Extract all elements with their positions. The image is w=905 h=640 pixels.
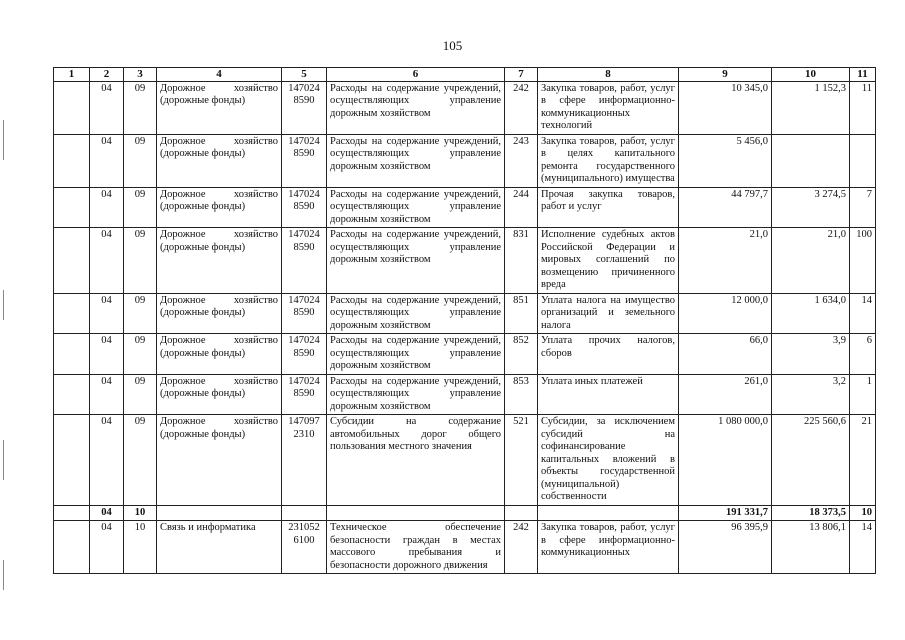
target-article-name-cell (327, 505, 505, 521)
subsection-code-cell: 09 (124, 187, 157, 228)
subsection-name-cell: Дорожное хозяйство (дорожные фонды) (157, 228, 282, 294)
section-code-cell: 04 (90, 134, 124, 187)
subsection-code-cell: 09 (124, 134, 157, 187)
section-cell (54, 521, 90, 574)
target-article-cell: 231052 6100 (282, 521, 327, 574)
target-article-name-cell: Расходы на содержание учреждений, осуществляющих управление дорожным хозяйством (327, 134, 505, 187)
column-header: 2 (90, 68, 124, 82)
table-row (54, 374, 876, 415)
planned-amount-cell: 96 395,9 (679, 521, 772, 574)
execution-percent-cell: 14 (850, 293, 876, 334)
target-article-cell (282, 505, 327, 521)
target-article-name-cell: Расходы на содержание учреждений, осуществляющих управление дорожным хозяйством (327, 228, 505, 294)
section-cell (54, 415, 90, 506)
target-article-name-cell: Субсидии на содержание автомобильных дорог общего пользования местного значения (327, 415, 505, 506)
section-cell (54, 228, 90, 294)
section-code-cell: 04 (90, 293, 124, 334)
expense-type-cell: 244 (505, 187, 538, 228)
subsection-code-cell: 10 (124, 505, 157, 521)
column-header: 1 (54, 68, 90, 82)
subsection-code-cell: 09 (124, 81, 157, 134)
table-row (54, 228, 876, 294)
executed-amount-cell: 3,2 (772, 374, 850, 415)
section-code-cell: 04 (90, 521, 124, 574)
subsection-code-cell: 09 (124, 334, 157, 375)
column-header: 11 (850, 68, 876, 82)
execution-percent-cell: 21 (850, 415, 876, 506)
execution-percent-cell: 11 (850, 81, 876, 134)
execution-percent-cell: 14 (850, 521, 876, 574)
execution-percent-cell: 7 (850, 187, 876, 228)
section-code-cell: 04 (90, 334, 124, 375)
expense-type-name-cell: Уплата налога на имущество организаций и земельного налога (538, 293, 679, 334)
subsection-name-cell: Дорожное хозяйство (дорожные фонды) (157, 187, 282, 228)
subtotal-row (54, 505, 876, 521)
table-row (54, 293, 876, 334)
execution-percent-cell: 6 (850, 334, 876, 375)
subsection-code-cell: 09 (124, 228, 157, 294)
target-article-cell: 147024 8590 (282, 374, 327, 415)
column-header: 3 (124, 68, 157, 82)
subsection-name-cell: Связь и информатика (157, 521, 282, 574)
subsection-name-cell: Дорожное хозяйство (дорожные фонды) (157, 81, 282, 134)
column-header: 6 (327, 68, 505, 82)
expense-type-name-cell: Закупка товаров, работ, услуг в сфере информационно-коммуникационных технологий (538, 81, 679, 134)
column-header: 9 (679, 68, 772, 82)
expense-type-name-cell: Прочая закупка товаров, работ и услуг (538, 187, 679, 228)
expense-type-name-cell: Уплата прочих налогов, сборов (538, 334, 679, 375)
executed-amount-cell: 3,9 (772, 334, 850, 375)
table-row (54, 134, 876, 187)
section-cell (54, 81, 90, 134)
table-row (54, 81, 876, 134)
subsection-code-cell: 09 (124, 293, 157, 334)
header-row (54, 68, 876, 82)
margin-mark (3, 560, 4, 590)
expense-type-name-cell: Уплата иных платежей (538, 374, 679, 415)
executed-amount-cell (772, 134, 850, 187)
column-header: 8 (538, 68, 679, 82)
planned-amount-cell: 191 331,7 (679, 505, 772, 521)
target-article-name-cell: Расходы на содержание учреждений, осуществляющих управление дорожным хозяйством (327, 187, 505, 228)
subsection-name-cell (157, 505, 282, 521)
executed-amount-cell: 21,0 (772, 228, 850, 294)
planned-amount-cell: 261,0 (679, 374, 772, 415)
expense-type-name-cell (538, 505, 679, 521)
subsection-code-cell: 10 (124, 521, 157, 574)
target-article-cell: 147024 8590 (282, 187, 327, 228)
subsection-name-cell: Дорожное хозяйство (дорожные фонды) (157, 293, 282, 334)
expense-type-cell: 242 (505, 521, 538, 574)
subsection-code-cell: 09 (124, 415, 157, 506)
section-code-cell: 04 (90, 187, 124, 228)
target-article-cell: 147097 2310 (282, 415, 327, 506)
target-article-name-cell: Расходы на содержание учреждений, осуществляющих управление дорожным хозяйством (327, 293, 505, 334)
table-row (54, 334, 876, 375)
expense-type-cell (505, 505, 538, 521)
section-code-cell: 04 (90, 228, 124, 294)
planned-amount-cell: 44 797,7 (679, 187, 772, 228)
target-article-name-cell: Расходы на содержание учреждений, осуществляющих управление дорожным хозяйством (327, 374, 505, 415)
expense-type-cell: 243 (505, 134, 538, 187)
budget-table (53, 67, 876, 574)
expense-type-cell: 852 (505, 334, 538, 375)
subsection-name-cell: Дорожное хозяйство (дорожные фонды) (157, 415, 282, 506)
section-cell (54, 374, 90, 415)
subsection-name-cell: Дорожное хозяйство (дорожные фонды) (157, 374, 282, 415)
table-row (54, 187, 876, 228)
section-code-cell: 04 (90, 505, 124, 521)
section-cell (54, 334, 90, 375)
target-article-cell: 147024 8590 (282, 293, 327, 334)
section-code-cell: 04 (90, 415, 124, 506)
section-cell (54, 134, 90, 187)
executed-amount-cell: 13 806,1 (772, 521, 850, 574)
planned-amount-cell: 66,0 (679, 334, 772, 375)
target-article-cell: 147024 8590 (282, 228, 327, 294)
section-code-cell: 04 (90, 374, 124, 415)
subsection-name-cell: Дорожное хозяйство (дорожные фонды) (157, 334, 282, 375)
section-cell (54, 187, 90, 228)
target-article-name-cell: Расходы на содержание учреждений, осуществляющих управление дорожным хозяйством (327, 334, 505, 375)
column-header: 7 (505, 68, 538, 82)
planned-amount-cell: 1 080 000,0 (679, 415, 772, 506)
expense-type-cell: 853 (505, 374, 538, 415)
expense-type-name-cell: Исполнение судебных актов Российской Федерации и мировых соглашений по возмещению причиненного вреда (538, 228, 679, 294)
execution-percent-cell (850, 134, 876, 187)
target-article-cell: 147024 8590 (282, 334, 327, 375)
column-header: 4 (157, 68, 282, 82)
page-number: 105 (442, 38, 463, 53)
executed-amount-cell: 3 274,5 (772, 187, 850, 228)
subsection-code-cell: 09 (124, 374, 157, 415)
subsection-name-cell: Дорожное хозяйство (дорожные фонды) (157, 134, 282, 187)
planned-amount-cell: 10 345,0 (679, 81, 772, 134)
execution-percent-cell: 1 (850, 374, 876, 415)
executed-amount-cell: 18 373,5 (772, 505, 850, 521)
target-article-name-cell: Техническое обеспечение безопасности граждан в местах массового пребывания и безопасности дорожного движения (327, 521, 505, 574)
target-article-cell: 147024 8590 (282, 134, 327, 187)
expense-type-name-cell: Закупка товаров, работ, услуг в целях капитального ремонта государственного (муниципального) имущества (538, 134, 679, 187)
section-cell (54, 505, 90, 521)
expense-type-cell: 242 (505, 81, 538, 134)
expense-type-name-cell: Закупка товаров, работ, услуг в сфере информационно-коммуникационных (538, 521, 679, 574)
table-row (54, 415, 876, 506)
planned-amount-cell: 5 456,0 (679, 134, 772, 187)
section-cell (54, 293, 90, 334)
executed-amount-cell: 1 152,3 (772, 81, 850, 134)
expense-type-cell: 521 (505, 415, 538, 506)
expense-type-cell: 851 (505, 293, 538, 334)
expense-type-cell: 831 (505, 228, 538, 294)
margin-mark (3, 120, 4, 160)
execution-percent-cell: 10 (850, 505, 876, 521)
margin-mark (3, 440, 4, 480)
target-article-cell: 147024 8590 (282, 81, 327, 134)
planned-amount-cell: 12 000,0 (679, 293, 772, 334)
execution-percent-cell: 100 (850, 228, 876, 294)
table-row (54, 521, 876, 574)
expense-type-name-cell: Субсидии, за исключением субсидий на софинансирование капитальных вложений в объекты государственной (муниципальной) собственности (538, 415, 679, 506)
section-code-cell: 04 (90, 81, 124, 134)
executed-amount-cell: 1 634,0 (772, 293, 850, 334)
planned-amount-cell: 21,0 (679, 228, 772, 294)
executed-amount-cell: 225 560,6 (772, 415, 850, 506)
column-header: 10 (772, 68, 850, 82)
target-article-name-cell: Расходы на содержание учреждений, осуществляющих управление дорожным хозяйством (327, 81, 505, 134)
margin-mark (3, 290, 4, 320)
column-header: 5 (282, 68, 327, 82)
